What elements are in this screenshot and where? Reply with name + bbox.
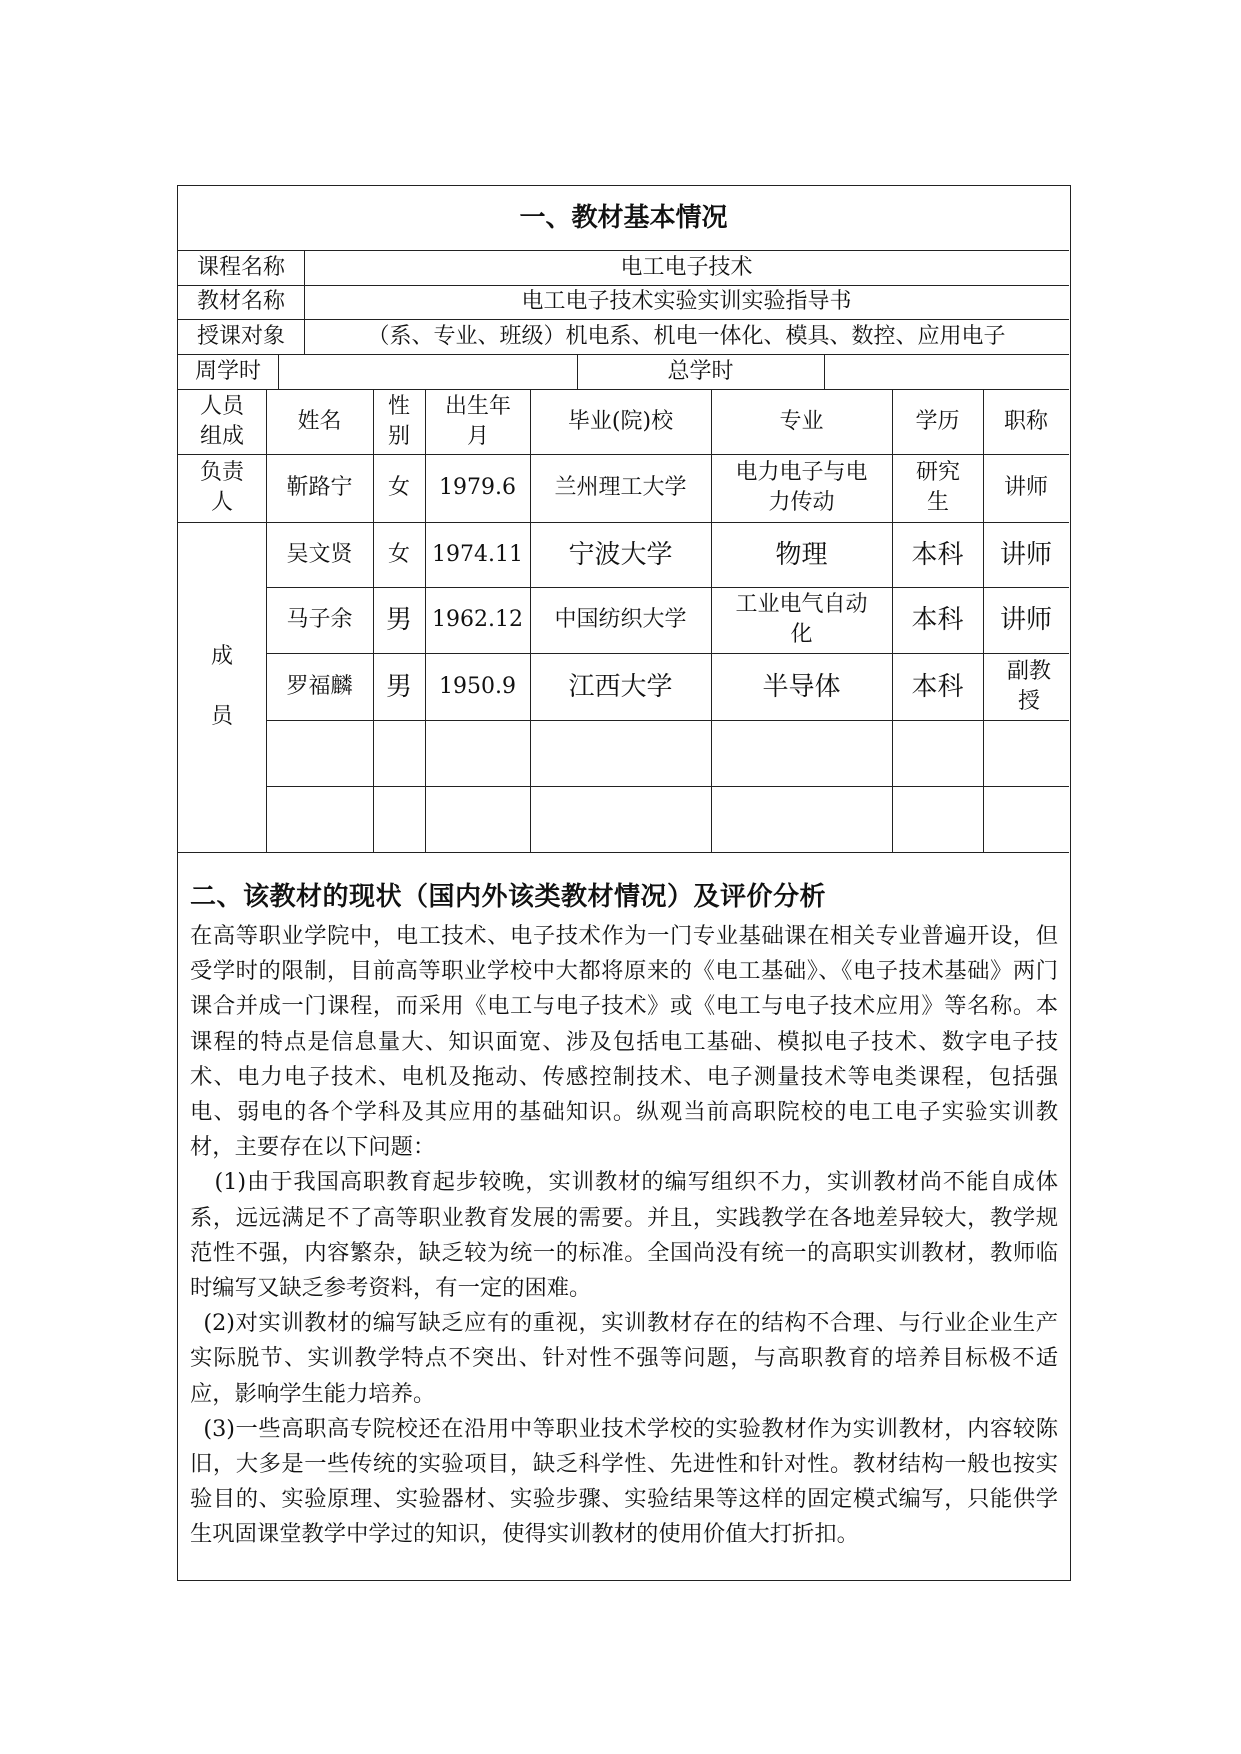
course-name-label: 课程名称 bbox=[196, 254, 285, 280]
total-hours-label: 总学时 bbox=[667, 358, 734, 384]
header-major: 专业 bbox=[779, 408, 824, 434]
section2-title: 二、该教材的现状（国内外该类教材情况）及评价分析 bbox=[190, 882, 827, 912]
header-degree: 学历 bbox=[915, 408, 960, 434]
member-school: 江西大学 bbox=[568, 671, 673, 702]
leader-degree: 研究生 bbox=[915, 460, 960, 515]
header-school: 毕业(院)校 bbox=[567, 408, 674, 434]
textbook-name-label: 教材名称 bbox=[196, 289, 285, 314]
target-value: （系、专业、班级）机电系、机电一体化、模具、数控、应用电子 bbox=[367, 323, 1006, 349]
paragraph-intro: 在高等职业学院中，电工技术、电子技术作为一门专业基础课在相关专业普遍开设，但受学时的限制，目前高等职业学校中大都将原来的《电工基础》、《电子技术基础》两门课合并成一门课程，而采用《电工与电子技术》或《电工与电子技术应用》等名称。本课程的特点是信息量大、知识面宽、涉及包括电工基础、模拟电子技术、数字电子技术、电力电子技术、电机及拖动、传感控制技术、电子测量技术等电类课程，包括强电、弱电的各个学科及其应用的基础知识。纵观当前高职院校的电工电子实验实训教材，主要存在以下问题： bbox=[190, 923, 1058, 1161]
weekly-hours-label: 周学时 bbox=[194, 358, 261, 384]
members-label bbox=[178, 522, 266, 852]
leader-title: 讲师 bbox=[1003, 475, 1048, 500]
member-school: 宁波大学 bbox=[568, 539, 673, 570]
member-gender: 男 bbox=[385, 671, 412, 702]
member-birth: 1962.12 bbox=[432, 607, 523, 632]
leader-school: 兰州理工大学 bbox=[554, 475, 687, 500]
member-gender: 女 bbox=[387, 541, 410, 567]
leader-name: 靳路宁 bbox=[286, 475, 353, 500]
member-gender: 男 bbox=[385, 605, 412, 635]
member-degree: 本科 bbox=[911, 539, 964, 570]
header-title: 职称 bbox=[1003, 408, 1048, 434]
header-birth: 出生年月 bbox=[444, 393, 511, 449]
member-title: 讲师 bbox=[999, 539, 1052, 570]
header-gender: 性别 bbox=[387, 393, 410, 449]
divider bbox=[266, 786, 1069, 787]
section1-title: 一、教材基本情况 bbox=[519, 203, 728, 233]
section2-body bbox=[190, 919, 1058, 1553]
header-name: 姓名 bbox=[297, 408, 342, 434]
member-school: 中国纺织大学 bbox=[554, 607, 687, 632]
member-birth: 1950.9 bbox=[439, 673, 516, 699]
course-name-value: 电工电子技术 bbox=[620, 254, 753, 280]
member-title: 讲师 bbox=[999, 605, 1052, 635]
divider bbox=[266, 720, 1069, 721]
target-label: 授课对象 bbox=[196, 323, 285, 349]
paragraph-point-3: (3)一些高职高专院校还在沿用中等职业技术学校的实验教材作为实训教材，内容较陈旧，大多是一些传统的实验项目，缺乏科学性、先进性和针对性。教材结构一般也按实验目的、实验原理、实验器材、实验步骤、实验结果等这样的固定模式编写，只能供学生巩固课堂教学中学过的知识，使得实训教材的使用价值大打折扣。 bbox=[190, 1415, 1058, 1548]
divider bbox=[711, 389, 712, 852]
members-label-top: 成 bbox=[210, 644, 233, 669]
evaluation-form bbox=[177, 185, 1071, 1581]
total-hours-value bbox=[824, 354, 1069, 389]
paragraph-point-2: (2)对实训教材的编写缺乏应有的重视，实训教材存在的结构不合理、与行业企业生产实际脱节、实训教学特点不突出、针对性不强等问题，与高职教育的培养目标极不适应，影响学生能力培养。 bbox=[190, 1310, 1058, 1407]
weekly-hours-value bbox=[278, 354, 577, 389]
member-name: 罗福麟 bbox=[286, 673, 353, 699]
textbook-name-value: 电工电子技术实验实训实验指导书 bbox=[521, 289, 852, 314]
member-degree: 本科 bbox=[911, 605, 964, 635]
member-birth: 1974.11 bbox=[432, 541, 523, 567]
paragraph-point-1: (1)由于我国高职教育起步较晚，实训教材的编写组织不力，实训教材尚不能自成体系，远远满足不了高等职业教育发展的需要。并且，实践教学在各地差异较大，教学规范性不强，内容繁杂，缺乏较为统一的标准。全国尚没有统一的高职实训教材，教师临时编写又缺乏参考资料，有一定的困难。 bbox=[190, 1169, 1058, 1302]
member-degree: 本科 bbox=[911, 671, 964, 702]
member-major: 半导体 bbox=[762, 671, 841, 702]
leader-birth: 1979.6 bbox=[439, 475, 516, 500]
member-name: 吴文贤 bbox=[286, 541, 353, 567]
leader-label: 负责人 bbox=[200, 460, 245, 515]
divider bbox=[178, 852, 1069, 853]
members-label-bottom: 员 bbox=[210, 704, 233, 729]
leader-major: 电力电子与电力传动 bbox=[735, 460, 868, 515]
member-title: 副教授 bbox=[1006, 658, 1051, 714]
member-name: 马子余 bbox=[286, 607, 353, 632]
leader-gender: 女 bbox=[387, 475, 410, 500]
member-major: 物理 bbox=[775, 539, 828, 570]
member-major: 工业电气自动化 bbox=[735, 592, 868, 647]
header-staff-composition: 人员组成 bbox=[199, 393, 244, 449]
